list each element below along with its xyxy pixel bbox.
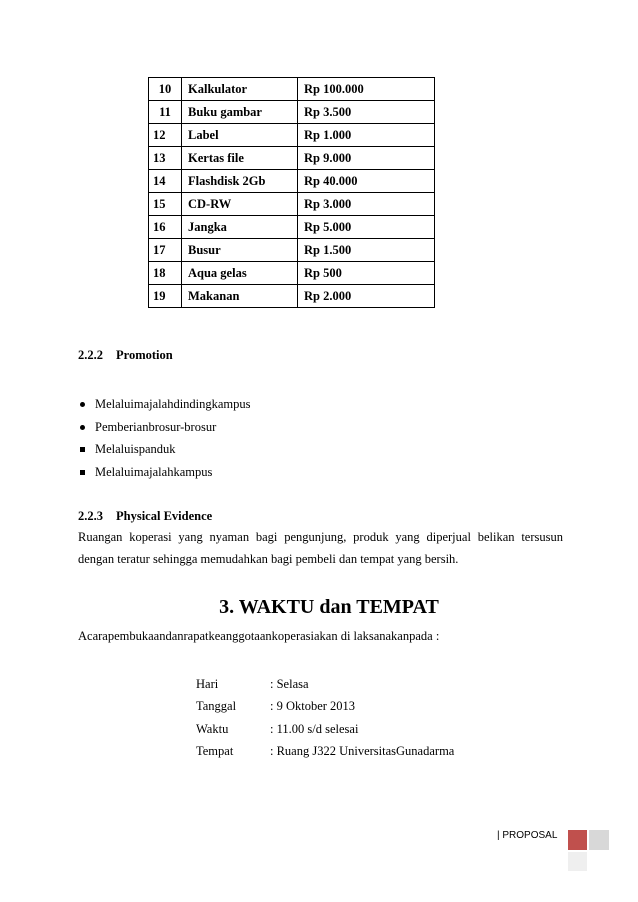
item-price: Rp 5.000 bbox=[298, 216, 435, 239]
item-number: 18 bbox=[149, 262, 182, 285]
item-name: Flashdisk 2Gb bbox=[182, 170, 298, 193]
physical-evidence-paragraph bbox=[78, 526, 563, 570]
item-name: Aqua gelas bbox=[182, 262, 298, 285]
item-name: Label bbox=[182, 124, 298, 147]
item-price: Rp 3.000 bbox=[298, 193, 435, 216]
item-name: Buku gambar bbox=[182, 101, 298, 124]
detail-row bbox=[196, 741, 454, 764]
promotion-list bbox=[78, 393, 251, 484]
table-row bbox=[149, 101, 435, 124]
detail-row bbox=[196, 696, 454, 719]
intro-text: Acarapembukaandanrapatkeanggotaankoperasiakan di laksanakanpada : bbox=[78, 629, 440, 643]
footer-decoration-red bbox=[568, 830, 587, 850]
item-price: Rp 500 bbox=[298, 262, 435, 285]
section-title: Promotion bbox=[116, 348, 173, 362]
table-row bbox=[149, 285, 435, 308]
footer-decoration-gray bbox=[589, 830, 609, 850]
item-number: 11 bbox=[149, 101, 182, 124]
item-number: 16 bbox=[149, 216, 182, 239]
item-name: Kertas file bbox=[182, 147, 298, 170]
list-item-text: Pemberianbrosur-brosur bbox=[95, 419, 217, 434]
item-price: Rp 9.000 bbox=[298, 147, 435, 170]
item-number: 12 bbox=[149, 124, 182, 147]
table-row bbox=[149, 124, 435, 147]
table-row bbox=[149, 193, 435, 216]
item-price: Rp 40.000 bbox=[298, 170, 435, 193]
chapter-title bbox=[0, 596, 638, 619]
item-price: Rp 1.000 bbox=[298, 124, 435, 147]
item-price: Rp 3.500 bbox=[298, 101, 435, 124]
event-details bbox=[196, 673, 454, 763]
detail-label: Hari bbox=[196, 676, 219, 691]
footer-decoration-light-gray bbox=[568, 852, 587, 871]
detail-row bbox=[196, 718, 454, 741]
item-name: Kalkulator bbox=[182, 78, 298, 101]
section-title: Physical Evidence bbox=[116, 509, 213, 523]
detail-value: : Ruang J322 UniversitasGunadarma bbox=[270, 744, 455, 759]
footer-label: | PROPOSAL bbox=[497, 830, 558, 841]
physical-evidence-heading bbox=[78, 509, 212, 524]
item-name: CD-RW bbox=[182, 193, 298, 216]
detail-label: Waktu bbox=[196, 721, 229, 736]
item-price: Rp 2.000 bbox=[298, 285, 435, 308]
item-price: Rp 100.000 bbox=[298, 78, 435, 101]
list-item bbox=[78, 393, 251, 416]
table-row bbox=[149, 147, 435, 170]
paragraph-line: dengan teratur sehingga memudahkan bagi pembeli dan tempat yang bersih. bbox=[78, 552, 459, 566]
list-item bbox=[78, 461, 251, 484]
item-name: Jangka bbox=[182, 216, 298, 239]
section-number: 2.2.2 bbox=[78, 348, 103, 362]
promotion-heading bbox=[78, 348, 173, 363]
item-number: 10 bbox=[149, 78, 182, 101]
list-item-text: Melaluimajalahdindingkampus bbox=[95, 396, 251, 411]
detail-value: : 9 Oktober 2013 bbox=[270, 699, 356, 714]
table-row bbox=[149, 170, 435, 193]
bullet-icon bbox=[80, 470, 85, 475]
section-number: 2.2.3 bbox=[78, 509, 103, 523]
detail-label: Tempat bbox=[196, 744, 234, 759]
item-price: Rp 1.500 bbox=[298, 239, 435, 262]
item-name: Busur bbox=[182, 239, 298, 262]
detail-row bbox=[196, 673, 454, 696]
list-item bbox=[78, 438, 251, 461]
chapter-title-text: 3. WAKTU dan TEMPAT bbox=[219, 596, 439, 618]
detail-label: Tanggal bbox=[196, 699, 237, 714]
bullet-icon bbox=[80, 447, 85, 452]
table-row bbox=[149, 216, 435, 239]
detail-value: : Selasa bbox=[270, 676, 309, 691]
table-row bbox=[149, 78, 435, 101]
list-item-text: Melaluimajalahkampus bbox=[95, 464, 213, 479]
items-price-table bbox=[148, 77, 435, 308]
item-number: 17 bbox=[149, 239, 182, 262]
item-name: Makanan bbox=[182, 285, 298, 308]
list-item bbox=[78, 416, 251, 439]
item-number: 13 bbox=[149, 147, 182, 170]
item-number: 15 bbox=[149, 193, 182, 216]
item-number: 19 bbox=[149, 285, 182, 308]
detail-value: : 11.00 s/d selesai bbox=[270, 721, 359, 736]
paragraph-line: Ruangan koperasi yang nyaman bagi pengunjung, produk yang diperjual belikan tersusun bbox=[78, 530, 563, 544]
bullet-icon bbox=[80, 425, 85, 430]
bullet-icon bbox=[80, 402, 85, 407]
item-number: 14 bbox=[149, 170, 182, 193]
table-row bbox=[149, 262, 435, 285]
list-item-text: Melaluispanduk bbox=[95, 442, 176, 457]
table-row bbox=[149, 239, 435, 262]
